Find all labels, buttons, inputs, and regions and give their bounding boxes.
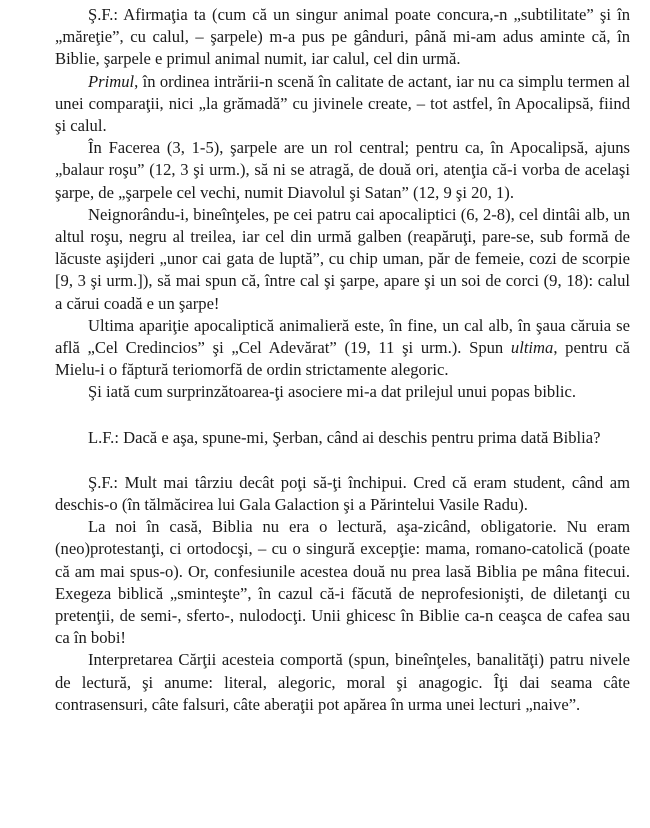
italic-run: ultima: [510, 338, 554, 358]
paragraph-3: [55, 137, 630, 204]
paragraph-gap: [55, 449, 630, 472]
text-run: Şi iată cum surprinzătoarea-ţi asociere mi-a dat prilejul unui popas biblic.: [88, 382, 576, 402]
text-run: Neignorându-i, bineînţeles, pe cei patru cai apocaliptici (6, 2-8), cel dintâi alb, un altul roşu, negru al treilea, iar cel din urmă galben (reapăruţi, pare-se, sub formă de lăcuste aşijderi „unor cai gata de luptă”, cu chip uman, păr de femeie, cozi de scorpie [9, 3 şi urm.]), să mai spun că, între cal şi şarpe, apare şi un soi de corci (9, 18): calul a cărui coadă e un şarpe!: [55, 204, 630, 313]
text-run: La noi în casă, Biblia nu era o lectură, aşa-zicând, obligatorie. Nu eram (neo)protestanţi, ci ortodocşi, – cu o singură excepţie: mama, romano-catolică (poate că am mai spus-o). Or, confesiunile acestea două nu prea lasă Biblia pe mâna fitecui. Exegeza biblică „sminteşte”, în cazul că-i făcută de neprofesionişti, de diletanţi cu pretenţii, de semi-, sferto-, nulodocţi. Unii ghicesc în Biblie ca-n ceaşca de cafea sau ca în bobi!: [55, 517, 630, 648]
paragraph-7: [55, 427, 630, 449]
paragraph-8: [55, 472, 630, 516]
paragraph-9: [55, 516, 630, 649]
paragraph-1: [55, 4, 630, 71]
text-run: L.F.: Dacă e aşa, spune-mi, Şerban, când ai deschis pentru prima dată Biblia?: [88, 427, 601, 447]
text-run: În Facerea (3, 1-5), şarpele are un rol central; pentru ca, în Apocalipsă, ajuns „balaur roşu” (12, 3 şi urm.), să ni se atragă, de două ori, atenţia că-i vorba de acelaşi şarpe, de „şarpele cel vechi, numit Diavolul şi Satan” (12, 9 şi 20, 1).: [55, 138, 630, 202]
paragraph-4: [55, 204, 630, 315]
paragraph-gap: [55, 404, 630, 427]
text-run: Ultima apariţie apocaliptică animalieră este, în fine, un cal alb, în şaua căruia se află „Cel Credincios” şi „Cel Adevărat” (19, 11 şi urm.). Spun: [55, 315, 630, 358]
text-run: Interpretarea Cărţii acesteia comportă (spun, bineînţeles, banalităţi) patru nivele de lectură, şi anume: literal, alegoric, moral şi anagogic. Îţi dai seama câte contrasensuri, câte falsuri, câte aberaţii pot apărea în urma unei lecturi „naive”.: [55, 650, 630, 714]
paragraph-5: [55, 315, 630, 382]
text-run: Ş.F.: Mult mai târziu decât poţi să-ţi închipui. Cred că eram student, când am deschis-o (în tălmăcirea lui Gala Galaction şi a Părintelui Vasile Radu).: [55, 472, 630, 515]
paragraph-2: [55, 71, 630, 138]
paragraph-10: [55, 649, 630, 716]
text-run: , în ordinea intrării-n scenă în calitate de actant, iar nu ca simplu termen al unei comparaţii, nici „la grămadă” cu jivinele create, – tot astfel, în Apocalipsă, fiind şi calul.: [55, 71, 630, 136]
italic-run: Primul: [88, 71, 135, 91]
text-run: , pentru că Mielu-i o făptură teriomorfă de ordin strictamente alegoric.: [55, 338, 630, 380]
text-run: Ş.F.: Afirmaţia ta (cum că un singur animal poate concura,-n „subtilitate” şi în „măreţie”, cu calul, – şarpele) m-a pus pe gânduri, până mi-am adus aminte că, în Biblie, şarpele e primul animal numit, iar calul, cel din urmă.: [55, 5, 630, 69]
paragraph-6: [55, 381, 630, 403]
